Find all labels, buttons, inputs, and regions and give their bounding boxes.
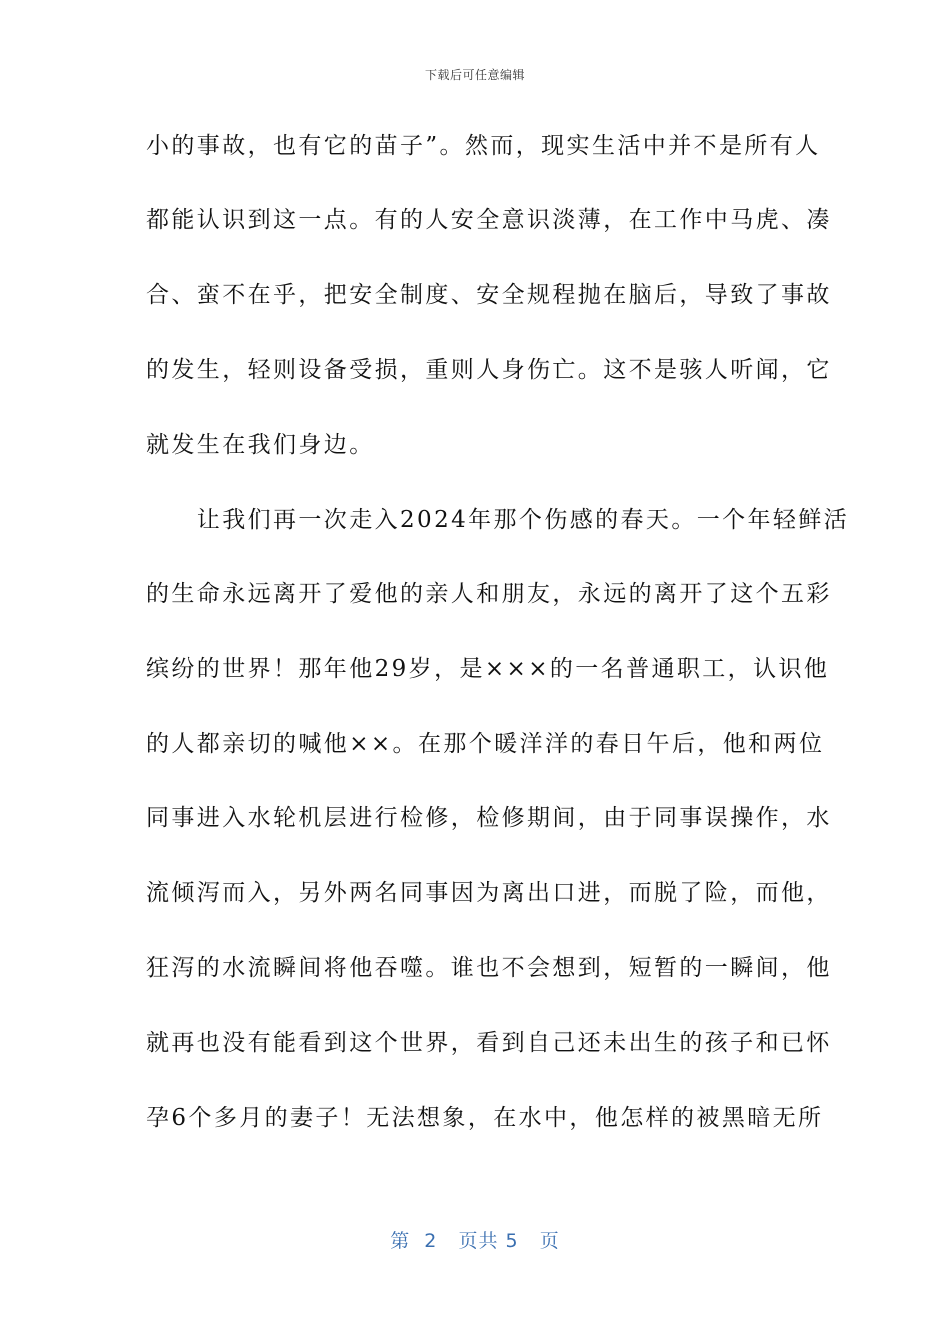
- body-line-10: 同事进入水轮机层进行检修，检修期间，由于同事误操作，水: [146, 805, 832, 831]
- body-line-12: 狂泻的水流瞬间将他吞噬。谁也不会想到，短暂的一瞬间，他: [146, 955, 832, 981]
- body-line-1: 小的事故，也有它的苗子”。然而，现实生活中并不是所有人: [146, 133, 821, 159]
- body-line-13: 就再也没有能看到这个世界，看到自己还未出生的孩子和已怀: [146, 1030, 832, 1056]
- page-number-footer: 第 2 页共 5 页: [390, 1230, 560, 1252]
- body-line-3: 合、蛮不在乎，把安全制度、安全规程抛在脑后，导致了事故: [146, 282, 832, 308]
- body-line-14: 孕6个多月的妻子！无法想象，在水中，他怎样的被黑暗无所: [146, 1105, 824, 1131]
- body-line-5: 就发生在我们身边。: [146, 432, 375, 458]
- body-line-7: 的生命永远离开了爱他的亲人和朋友，永远的离开了这个五彩: [146, 581, 832, 607]
- body-line-9: 的人都亲切的喊他××。在那个暖洋洋的春日午后，他和两位: [146, 731, 825, 757]
- page-header: 下载后可任意编辑: [424, 68, 525, 82]
- body-line-6: 让我们再一次走入2024年那个伤感的春天。一个年轻鲜活: [146, 507, 850, 533]
- body-line-8: 缤纷的世界！那年他29岁，是×××的一名普通职工，认识他: [146, 656, 830, 682]
- body-line-2: 都能认识到这一点。有的人安全意识淡薄，在工作中马虎、凑: [146, 207, 832, 233]
- body-line-4: 的发生，轻则设备受损，重则人身伤亡。这不是骇人听闻，它: [146, 357, 832, 383]
- body-line-11: 流倾泻而入，另外两名同事因为离出口进，而脱了险，而他，: [146, 880, 832, 906]
